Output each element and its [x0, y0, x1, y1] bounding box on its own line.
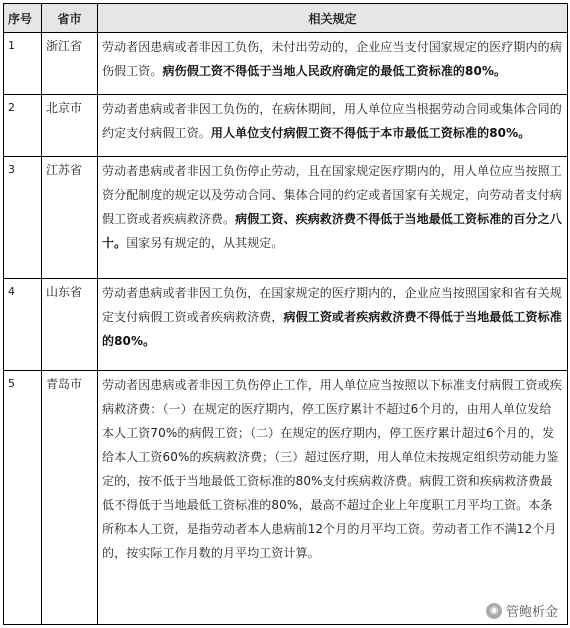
rule-normal-text: 劳动者因患病或者非因工负伤停止工作，用人单位应当按照以下标准支付病假工资或疾病救济费：（一）在规定的医疗期内，停工医疗累计不超过6个月的，由用人单位发给本人工资70%的病假工资；（二）在规定的医疗期内，停工医疗累计超过6个月的，发给本人工资60%的疾病救济费；（三）超过医疗期，用人单位未按规定组织劳动能力鉴定的，按不低于当地最低工资标准的80%支付疾病救济费。病假工资和疾病救济费最低不得低于当地最低工资标准的80%，最高不超过企业上年度职工月平均工资。本条所称本人工资，是指劳动者本人患病前12个月的月平均工资。劳动者工作不满12个月的，按实际工作月数的月平均工资计算。 [102, 378, 562, 560]
row-no: 3 [4, 157, 42, 279]
row-no: 5 [4, 371, 42, 625]
wechat-logo-icon: ◉ [486, 603, 502, 619]
header-rules: 相关规定 [98, 4, 568, 33]
row-rule-text [98, 371, 568, 625]
row-rule-text [98, 157, 568, 279]
row-province: 北京市 [42, 95, 98, 157]
row-province: 山东省 [42, 279, 98, 371]
rule-tail-text: 国家另有规定的，从其规定。 [126, 236, 284, 250]
rule-bold-text: 病假工资或者疾病救济费不得低于当地最低工资标准的80%。 [102, 310, 562, 348]
sick-pay-rules-table [3, 3, 568, 625]
rule-normal-text: 劳动者患病或者非因工负伤停止劳动，且在国家规定医疗期内的，用人单位应当按照工资分配制度的规定以及劳动合同、集体合同的约定或者国家有关规定，向劳动者支付病假工资或者疾病救济费。 [102, 164, 562, 226]
row-no: 2 [4, 95, 42, 157]
rule-normal-text: 劳动者患病或者非因工负伤，在国家规定的医疗期内的，企业应当按照国家和省有关规定支付病假工资或者疾病救济费， [102, 286, 562, 324]
rule-normal-text: 劳动者因患病或者非因工负伤，未付出劳动的，企业应当支付国家规定的医疗期内的病伤假工资。 [102, 40, 562, 78]
table-row [4, 95, 568, 157]
header-province: 省市 [42, 4, 98, 33]
rule-normal-text: 劳动者患病或者非因工负伤的，在病休期间，用人单位应当根据劳动合同或集体合同的约定支付病假工资。 [102, 102, 562, 140]
table-header-row [4, 4, 568, 33]
rule-bold-text: 病假工资、疾病救济费不得低于当地最低工资标准的百分之八十。 [102, 212, 562, 250]
row-province: 浙江省 [42, 33, 98, 95]
row-no: 1 [4, 33, 42, 95]
watermark-text: 管鲍析金 [505, 605, 558, 620]
row-province: 江苏省 [42, 157, 98, 279]
row-rule-text [98, 95, 568, 157]
watermark [486, 601, 558, 620]
header-no: 序号 [4, 4, 42, 33]
row-rule-text [98, 33, 568, 95]
row-rule-text [98, 279, 568, 371]
table-row [4, 279, 568, 371]
rule-bold-text: 病伤假工资不得低于当地人民政府确定的最低工资标准的80%。 [162, 64, 507, 78]
table-row [4, 157, 568, 279]
row-no: 4 [4, 279, 42, 371]
table-row [4, 33, 568, 95]
table-row [4, 371, 568, 625]
rule-bold-text: 用人单位支付病假工资不得低于本市最低工资标准的80%。 [210, 126, 531, 140]
row-province: 青岛市 [42, 371, 98, 625]
